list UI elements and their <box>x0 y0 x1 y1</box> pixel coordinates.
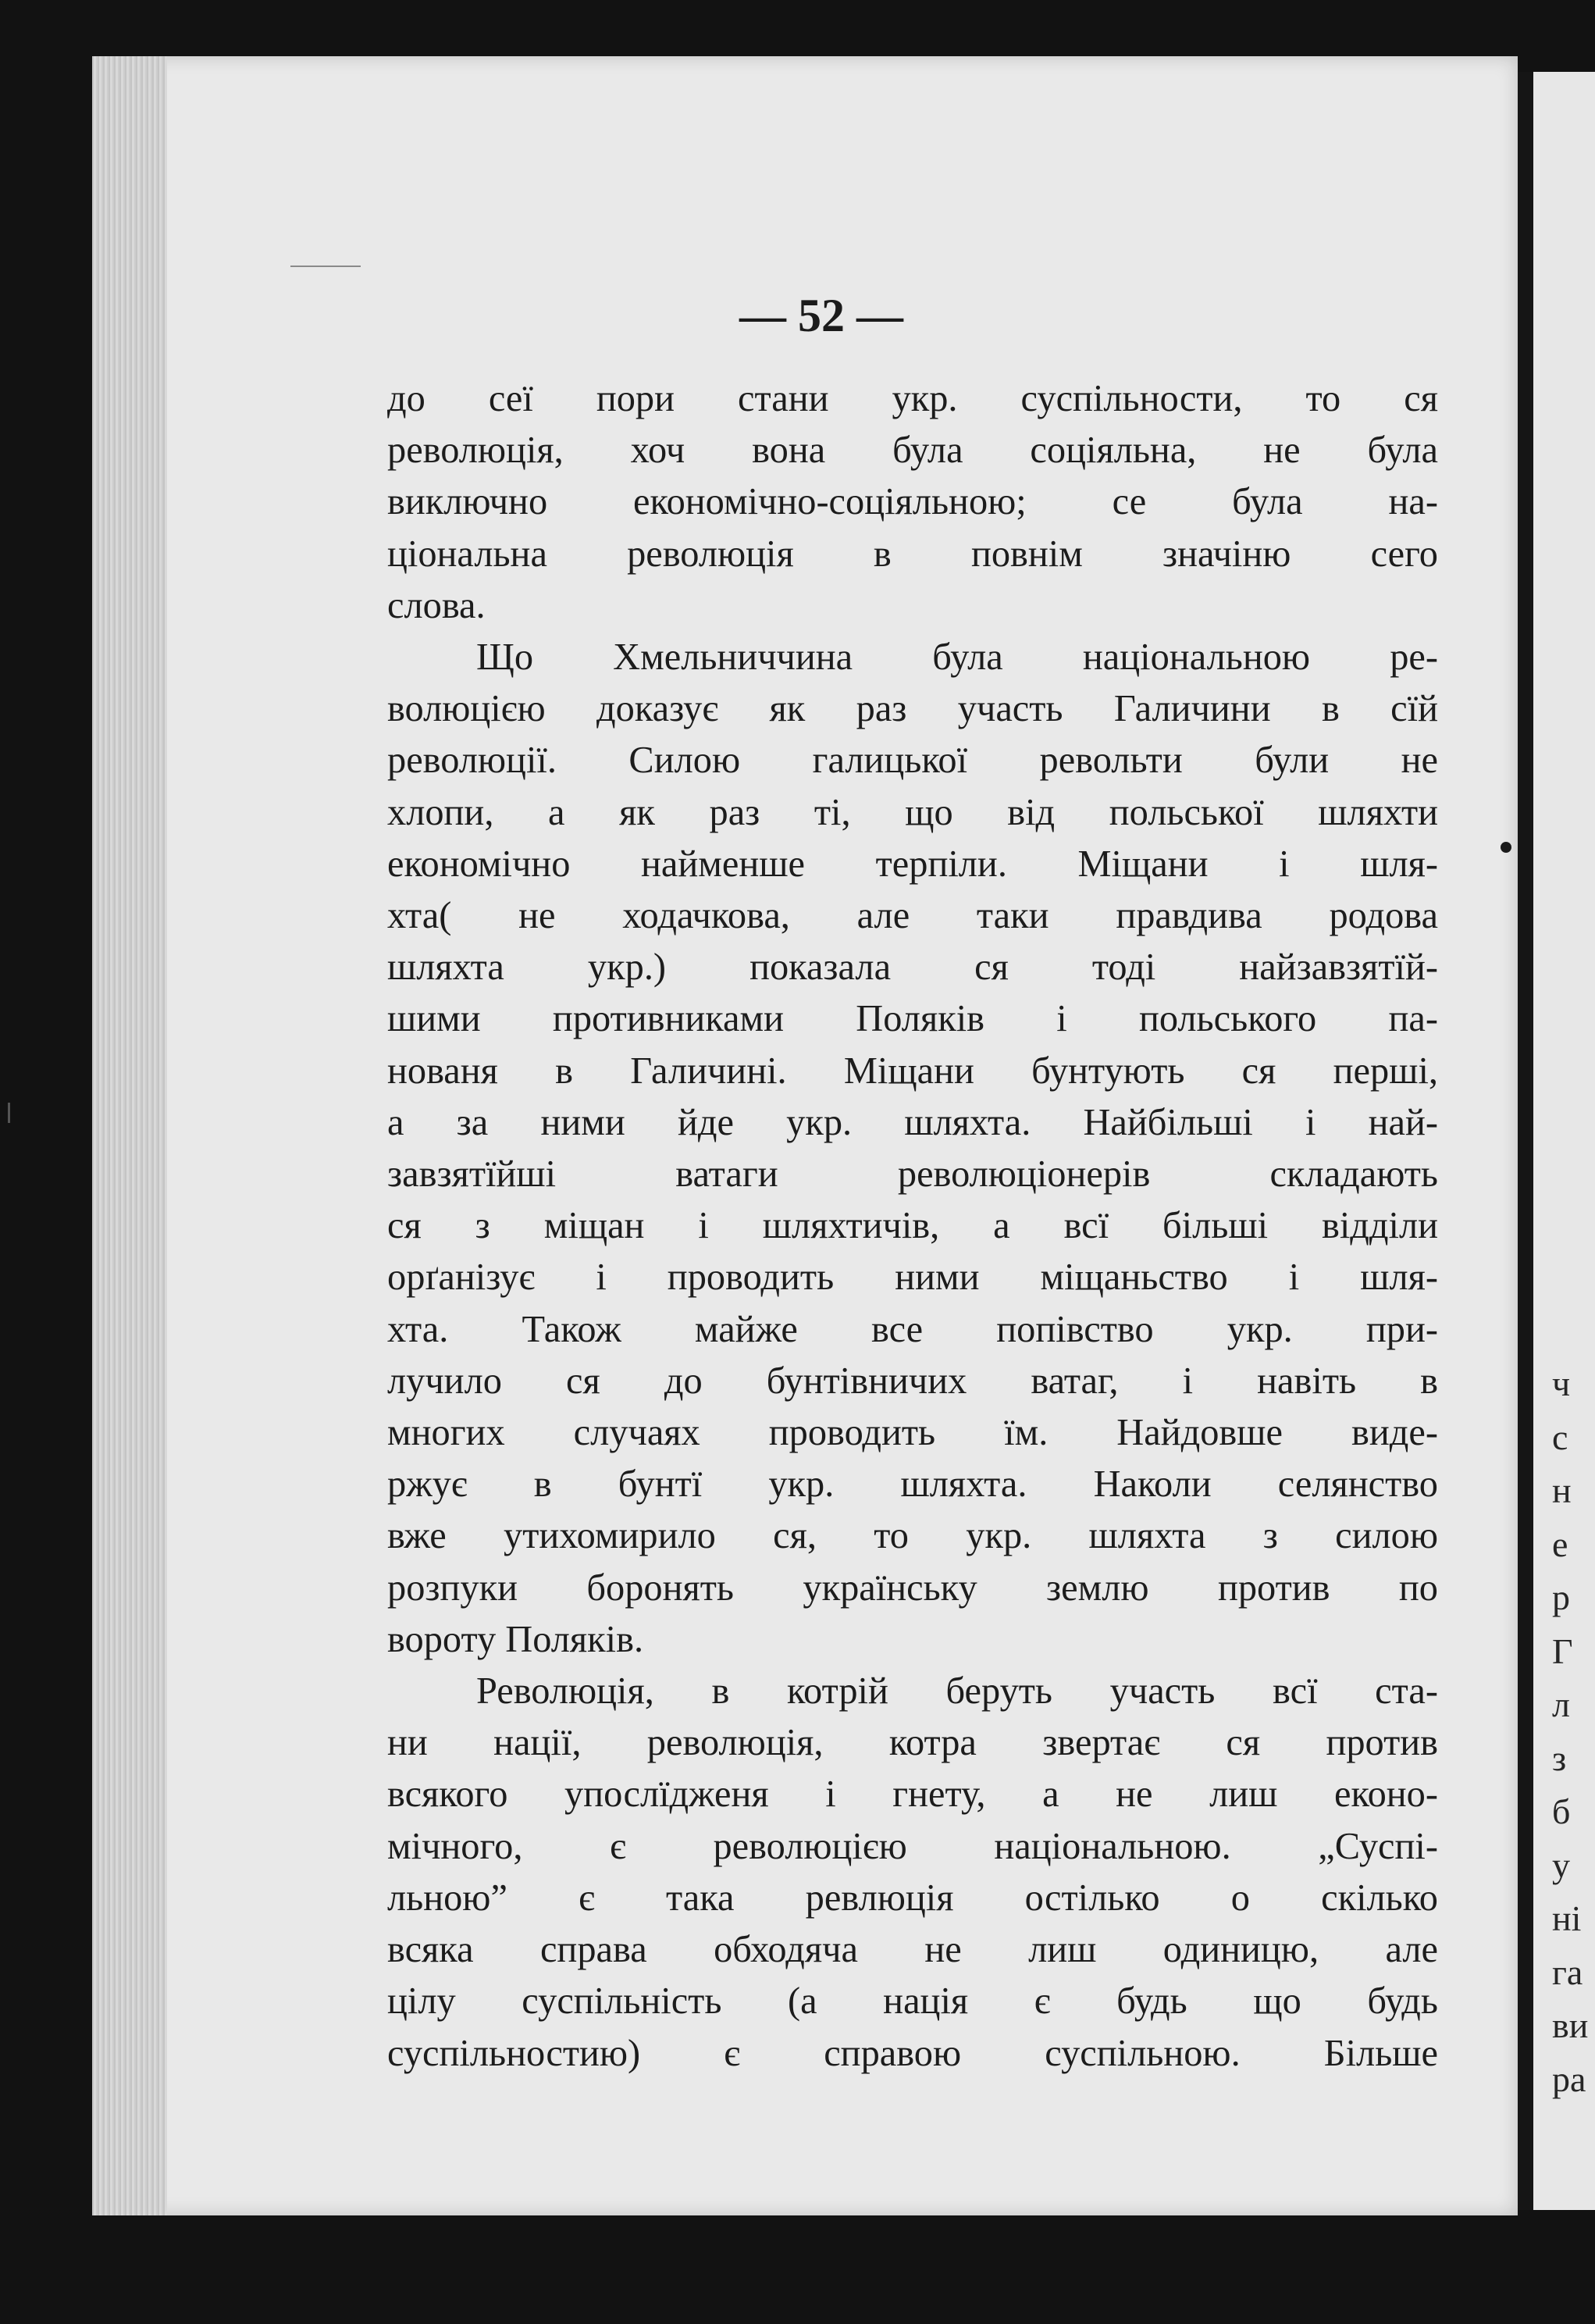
text-line: вороту Поляків. <box>387 1618 644 1660</box>
text-line: завзятїйші ватаги революціонерів складають <box>387 1153 1438 1196</box>
text-line: а за ними йде укр. шляхта. Найбільші і най- <box>387 1101 1438 1143</box>
text-line: нованя в Галичині. Міщани бунтують ся перші, <box>387 1050 1438 1092</box>
edge-letter: Г <box>1552 1631 1573 1671</box>
edge-letter: н <box>1552 1470 1572 1510</box>
text-line: революція, хоч вона була соціяльна, не була <box>387 430 1438 472</box>
text-line: ни нації, революція, котра звертає ся против <box>387 1722 1438 1764</box>
text-line: революції. Силою галицької револьти були не <box>387 740 1438 782</box>
text-line: Що Хмельниччина була національною ре- <box>476 636 1438 679</box>
text-line: економічно найменше терпіли. Міщани і шля- <box>387 843 1438 885</box>
page-number: — 52 — <box>739 290 903 341</box>
text-line: всякого упослїдженя і гнету, а не лиш еконо- <box>387 1773 1438 1816</box>
text-line: мічного, є революцією національною. „Суспі- <box>387 1825 1438 1867</box>
margin-mark <box>8 1103 10 1123</box>
edge-letter: з <box>1552 1738 1567 1778</box>
text-line: многих случаях проводить їм. Найдовше виде- <box>387 1412 1438 1454</box>
book-spine <box>1518 72 1533 2210</box>
text-line: суспільностию) є справою суспільною. Більше <box>387 2032 1438 2074</box>
next-page-edge <box>1518 72 1595 2210</box>
text-line: лучило ся до бунтівничих ватаг, і навіть в <box>387 1360 1438 1402</box>
text-line: до сеї пори стани укр. суспільности, то ся <box>387 378 1438 419</box>
text-line: хта( не ходачкова, але таки правдива родова <box>387 895 1438 937</box>
text-line: волюцією доказує як раз участь Галичини в сїй <box>387 688 1438 730</box>
edge-letter: е <box>1552 1524 1568 1564</box>
text-line: розпуки боронять українську землю против по <box>387 1567 1438 1609</box>
header-rule <box>290 266 361 267</box>
edge-letter: у <box>1552 1845 1570 1885</box>
page-edge-mark <box>1501 842 1511 853</box>
text-line: шими противниками Поляків і польського па- <box>387 998 1438 1040</box>
paragraph <box>387 632 1438 1666</box>
edge-letter: с <box>1552 1417 1568 1457</box>
edge-letter: р <box>1552 1577 1570 1617</box>
edge-letter: ні <box>1552 1898 1582 1938</box>
edge-letter: л <box>1552 1684 1570 1724</box>
text-line: ржує в бунтї укр. шляхта. Наколи селянство <box>387 1463 1438 1506</box>
text-line: хта. Також майже все попівство укр. при- <box>387 1308 1438 1350</box>
text-line: ся з міщан і шляхтичів, а всї більші відділи <box>387 1205 1438 1247</box>
next-page-letters <box>1552 1357 1588 2106</box>
text-line: орґанізує і проводить ними міщаньство і шля- <box>387 1256 1438 1299</box>
text-line: шляхта укр.) показала ся тоді найзавзятїй- <box>387 946 1438 989</box>
paragraph <box>387 1666 1438 2080</box>
edge-letter: б <box>1552 1791 1571 1831</box>
text-line: вже утихомирило ся, то укр. шляхта з силою <box>387 1515 1438 1557</box>
edge-letter: ра <box>1552 2058 1586 2099</box>
edge-letter: ч <box>1552 1363 1571 1403</box>
paragraph <box>387 373 1438 632</box>
edge-letter: га <box>1552 1952 1583 1992</box>
text-line: ціональна революція в повнім значіню сего <box>387 533 1438 575</box>
text-line: слова. <box>387 584 486 626</box>
text-line: цілу суспільність (а нація є будь що будь <box>387 1980 1438 2023</box>
text-line: хлопи, а як раз ті, що від польської шляхти <box>387 791 1438 833</box>
body-text <box>387 373 1438 2080</box>
text-line: виключно економічно-соціяльною; се була на- <box>387 481 1438 523</box>
text-line: льною” є така ревлюція остілько о скілько <box>387 1877 1438 1919</box>
text-line: Революція, в котрій беруть участь всї ста- <box>476 1670 1438 1713</box>
edge-letter: ви <box>1552 2005 1589 2045</box>
text-line: всяка справа обходяча не лиш одиницю, але <box>387 1929 1438 1971</box>
